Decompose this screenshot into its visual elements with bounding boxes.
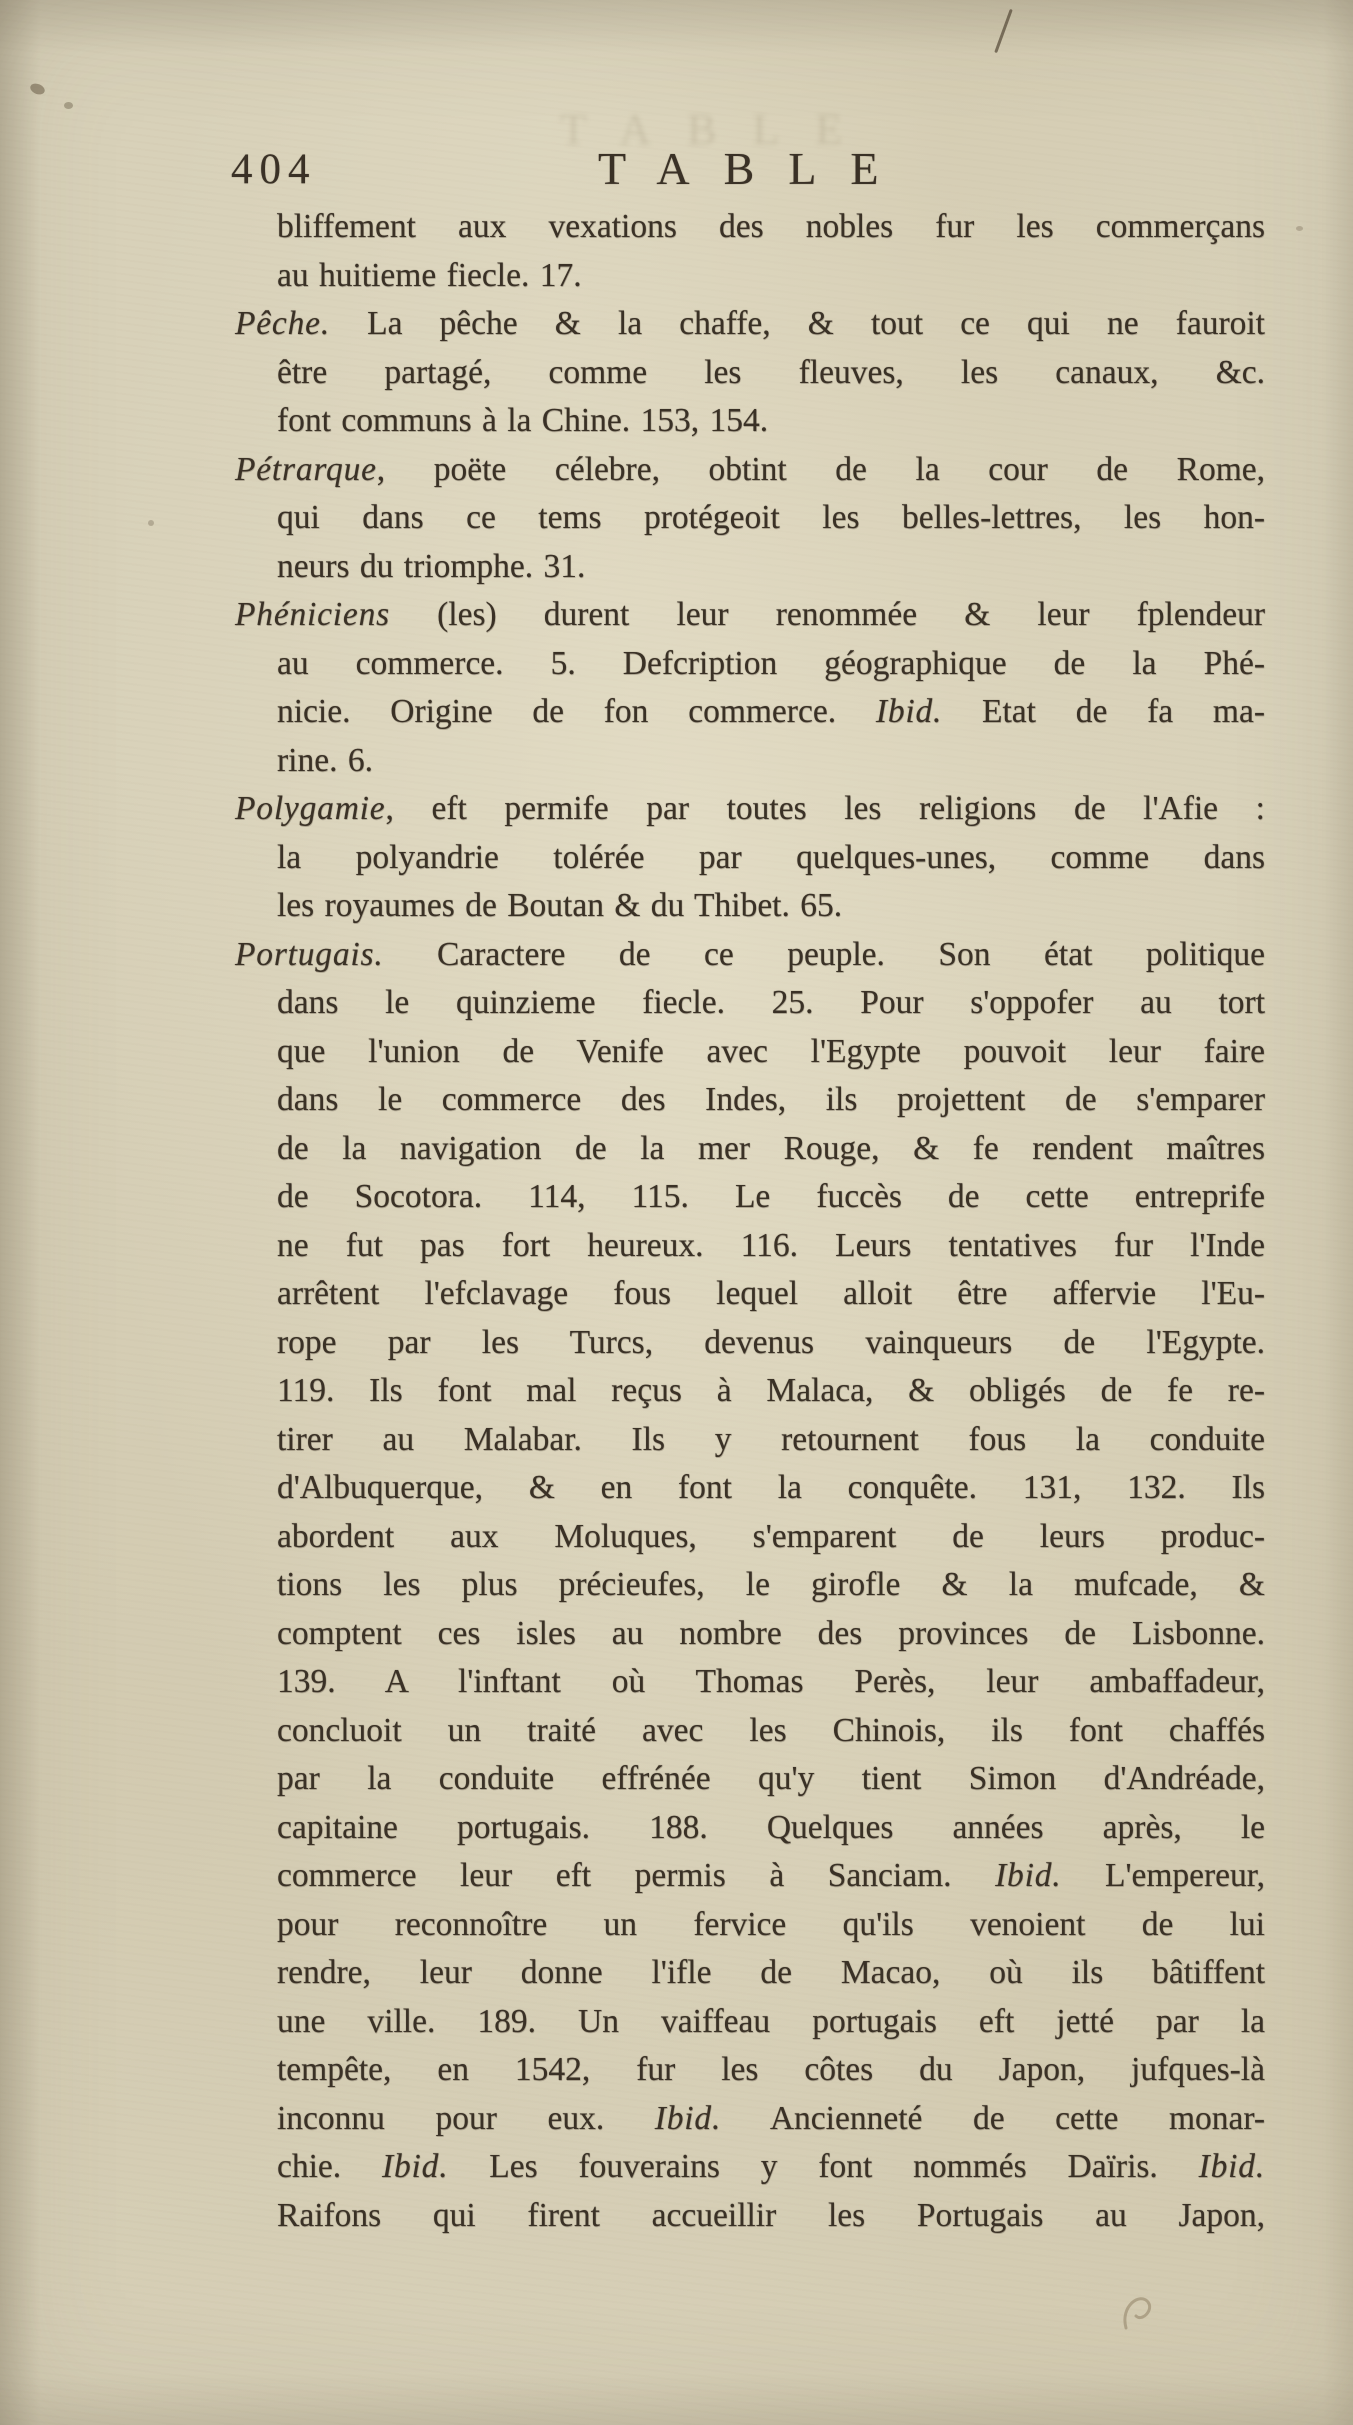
text: que l'union de Venife avec l'Egypte pouvoit leur faire: [277, 1032, 1265, 1070]
page-number: 404: [231, 146, 317, 193]
italic-text: Ibid.: [995, 1857, 1062, 1894]
entry-line: [235, 931, 1265, 980]
text: de Socotora. 114, 115. Le fuccès de cette entreprife: [277, 1178, 1265, 1215]
entry-line: [235, 1173, 1265, 1222]
entry-line: [235, 1367, 1265, 1416]
index-entries: [235, 203, 1265, 2240]
text: commerce leur eft permis à Sanciam.: [277, 1857, 996, 1894]
ink-speck: [148, 520, 154, 526]
entry-line: [235, 1028, 1265, 1077]
pencil-squiggle: [1118, 2288, 1178, 2338]
italic-text: Ibid.: [875, 693, 943, 730]
entry-line: [235, 640, 1265, 689]
text: bliffement aux vexations des nobles fur les commerçans: [277, 208, 1265, 245]
entry-line: [235, 785, 1265, 834]
entry-line: [235, 1319, 1265, 1368]
entry-line: [235, 979, 1265, 1028]
entry-line: [235, 1513, 1265, 1562]
italic-text: Ibid.: [654, 2099, 722, 2137]
text: arrêtent l'efclavage fous lequel alloit être affervie l'Eu-: [277, 1275, 1265, 1312]
entry-line: [235, 1852, 1265, 1901]
text: tirer au Malabar. Ils y retournent fous la conduite: [277, 1420, 1265, 1458]
entry-line: [235, 1270, 1265, 1319]
text: Ancienneté de cette monar-: [721, 2099, 1266, 2137]
entry-line: [235, 1901, 1265, 1950]
entry-line: [235, 300, 1265, 349]
entry-line: [235, 1416, 1265, 1465]
entry-line: [235, 1658, 1265, 1707]
entry-line: [235, 1949, 1265, 1998]
italic-text: Polygamie: [235, 790, 386, 827]
stray-mark: [994, 9, 1013, 53]
entry-line: [235, 688, 1265, 737]
text: La pêche & la chaffe, & tout ce qui ne fauroit: [330, 305, 1265, 342]
text: au huitieme fiecle. 17.: [277, 256, 582, 294]
text: pour reconnoître un fervice qu'ils venoient de lui: [277, 1905, 1265, 1943]
entry-line: [235, 543, 1265, 592]
index-entry: [235, 446, 1265, 592]
text: Etat de fa ma-: [942, 693, 1265, 730]
italic-text: Portugais.: [235, 935, 384, 973]
text: rope par les Turcs, devenus vainqueurs de l'Egypte.: [277, 1323, 1265, 1361]
text: comptent ces isles au nombre des provinces de Lisbonne.: [277, 1614, 1265, 1652]
text: concluoit un traité avec les Chinois, ils font chaffés: [277, 1711, 1265, 1749]
text: d'Albuquerque, & en font la conquête. 131, 132. Ils: [277, 1469, 1265, 1506]
text: une ville. 189. Un vaiffeau portugais eft jetté par la: [277, 2002, 1265, 2040]
entry-line: [235, 397, 1265, 446]
text: font communs à la Chine. 153, 154.: [277, 402, 769, 439]
text: Raifons qui firent accueillir les Portugais au Japon,: [277, 2196, 1265, 2234]
index-entry: [235, 591, 1265, 785]
italic-text: Pétrarque: [235, 450, 377, 488]
entry-line: [235, 1998, 1265, 2047]
text: de la navigation de la mer Rouge, & fe rendent maîtres: [277, 1129, 1265, 1167]
entry-line: [235, 834, 1265, 883]
page-title: TABLE: [598, 143, 913, 194]
text: être partagé, comme les fleuves, les canaux, &c.: [277, 353, 1265, 391]
entry-line: [235, 882, 1265, 931]
italic-text: Ibid.: [1198, 2148, 1266, 2185]
text: par la conduite effrénée qu'y tient Simon d'Andréade,: [277, 1760, 1265, 1797]
text: Les fouverains y font nommés Daïris.: [448, 2148, 1199, 2185]
entry-line: [235, 2046, 1265, 2095]
text: inconnu pour eux.: [277, 2099, 655, 2137]
text: les royaumes de Boutan & du Thibet. 65.: [277, 887, 843, 924]
entry-line: [235, 1076, 1265, 1125]
entry-line: [235, 446, 1265, 495]
italic-text: Phéniciens: [235, 596, 390, 633]
text: dans le commerce des Indes, ils projettent de s'emparer: [277, 1081, 1265, 1118]
text: tempête, en 1542, fur les côtes du Japon, jufques-là: [277, 2051, 1265, 2088]
text: capitaine portugais. 188. Quelques années après, le: [277, 1808, 1265, 1846]
entry-line: [235, 591, 1265, 640]
text: , poëte célebre, obtint de la cour de Rome,: [376, 450, 1265, 488]
text: L'empereur,: [1061, 1857, 1265, 1894]
entry-line: [235, 737, 1265, 786]
text: abordent aux Moluques, s'emparent de leurs produc-: [277, 1517, 1265, 1555]
text: la polyandrie tolérée par quelques-unes, comme dans: [277, 838, 1265, 876]
text: tions les plus précieufes, le girofle & la mufcade, &: [277, 1566, 1265, 1603]
text: rendre, leur donne l'ifle de Macao, où ils bâtiffent: [277, 1954, 1265, 1991]
text: qui dans ce tems protégeoit les belles-lettres, les hon-: [277, 499, 1265, 536]
text: rine. 6.: [277, 741, 373, 779]
title-show-through: TABLE: [560, 105, 879, 154]
entry-line: [235, 1707, 1265, 1756]
text: Caractere de ce peuple. Son état politique: [383, 935, 1265, 973]
text: nicie. Origine de fon commerce.: [277, 693, 876, 730]
entry-line: [235, 2095, 1265, 2144]
entry-line: [235, 203, 1265, 252]
text: ne fut pas fort heureux. 116. Leurs tentatives fur l'Inde: [277, 1226, 1265, 1264]
entry-line: [235, 1755, 1265, 1804]
index-entry: [235, 931, 1265, 2241]
entry-line: [235, 1561, 1265, 1610]
entry-line: [235, 349, 1265, 398]
ink-speck: [29, 82, 47, 97]
entry-line: [235, 252, 1265, 301]
text: (les) durent leur renommée & leur fplendeur: [389, 596, 1265, 633]
entry-line: [235, 2143, 1265, 2192]
entry-line: [235, 1610, 1265, 1659]
entry-line: [235, 2192, 1265, 2241]
text: chie.: [277, 2148, 383, 2185]
italic-text: Ibid.: [382, 2148, 449, 2185]
text: neurs du triomphe. 31.: [277, 547, 586, 585]
italic-text: Pêche.: [235, 305, 330, 342]
text: dans le quinzieme fiecle. 25. Pour s'oppofer au tort: [277, 984, 1265, 1021]
index-entry: [235, 203, 1265, 300]
index-entry: [235, 785, 1265, 931]
entry-line: [235, 494, 1265, 543]
text: au commerce. 5. Defcription géographique de la Phé-: [277, 644, 1265, 682]
text: , eft permife par toutes les religions de l'Afie :: [385, 790, 1265, 827]
entry-line: [235, 1464, 1265, 1513]
text: 139. A l'inftant où Thomas Perès, leur ambaffadeur,: [277, 1663, 1265, 1700]
entry-line: [235, 1222, 1265, 1271]
entry-line: [235, 1804, 1265, 1853]
ink-speck: [1296, 226, 1303, 231]
index-entry: [235, 300, 1265, 446]
ink-speck: [64, 102, 73, 109]
text: 119. Ils font mal reçus à Malaca, & obligés de fe re-: [277, 1372, 1265, 1409]
entry-line: [235, 1125, 1265, 1174]
